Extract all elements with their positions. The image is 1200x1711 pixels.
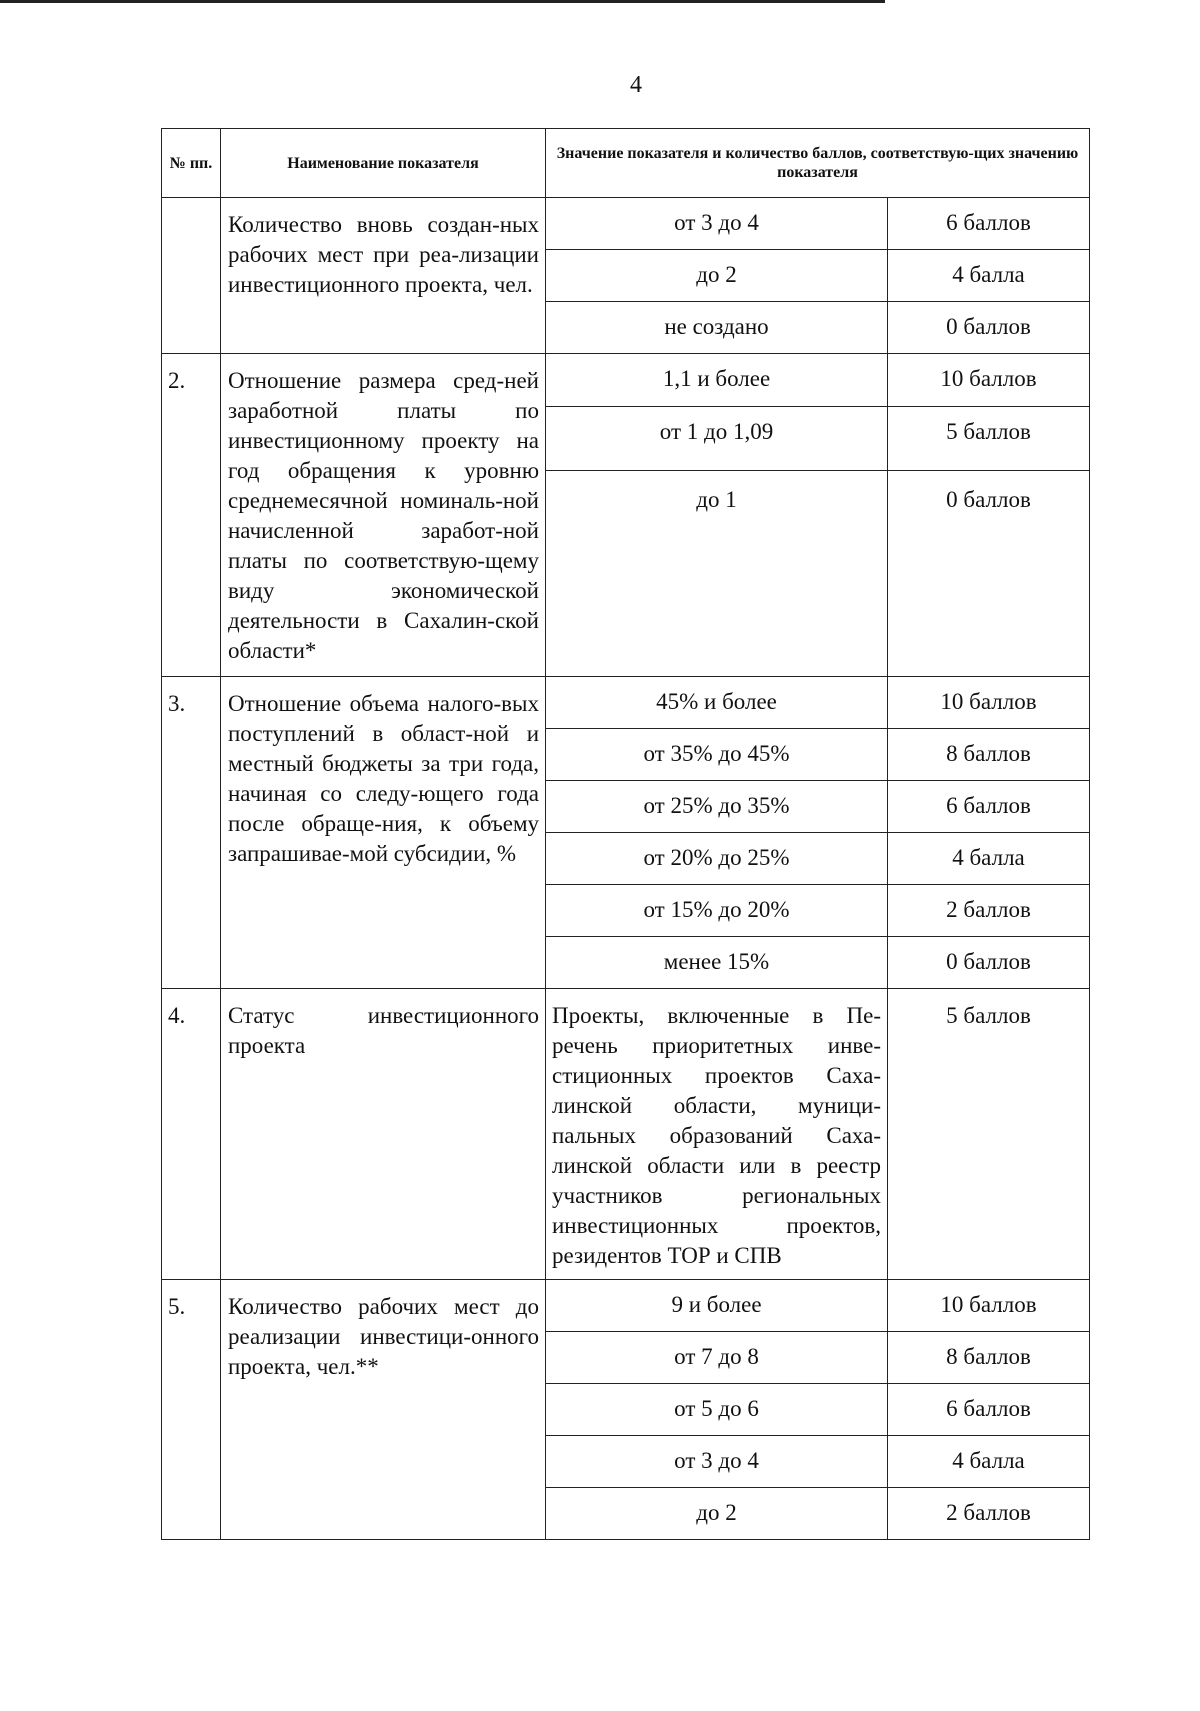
scan-top-edge-line [0, 0, 885, 3]
indicator-value: менее 15% [546, 937, 888, 989]
indicator-name: Количество рабочих мест до реализации инвестици-онного проекта, чел.** [221, 1280, 546, 1540]
row-number [162, 198, 221, 354]
points: 8 баллов [888, 729, 1090, 781]
indicator-value: 9 и более [546, 1280, 888, 1332]
row-number: 5. [162, 1280, 221, 1540]
indicator-value: 1,1 и более [546, 354, 888, 407]
header-indicator-value: Значение показателя и количество баллов, соответствую-щих значению показателя [546, 129, 1090, 198]
row-number: 4. [162, 989, 221, 1280]
table-row [162, 677, 1090, 729]
indicator-name: Отношение объема налого-вых поступлений в област-ной и местный бюджеты за три года, начиная со следу-ющего года после обраще-ния, к объему запрашивае-мой субсидии, % [221, 677, 546, 989]
table-row [162, 989, 1090, 1280]
points: 6 баллов [888, 198, 1090, 250]
table-header-row [162, 129, 1090, 198]
points: 6 баллов [888, 1384, 1090, 1436]
indicator-value: от 35% до 45% [546, 729, 888, 781]
points: 0 баллов [888, 471, 1090, 677]
header-number: № пп. [162, 129, 221, 198]
indicator-value: до 2 [546, 1488, 888, 1540]
points: 5 баллов [888, 407, 1090, 471]
table-row [162, 198, 1090, 250]
row-number: 3. [162, 677, 221, 989]
points: 4 балла [888, 1436, 1090, 1488]
header-indicator-name: Наименование показателя [221, 129, 546, 198]
points: 2 баллов [888, 1488, 1090, 1540]
points: 4 балла [888, 250, 1090, 302]
points: 2 баллов [888, 885, 1090, 937]
points: 4 балла [888, 833, 1090, 885]
table-row [162, 354, 1090, 407]
indicator-value: не создано [546, 302, 888, 354]
points: 0 баллов [888, 302, 1090, 354]
indicator-name: Количество вновь создан-ных рабочих мест при реа-лизации инвестиционного проекта, чел. [221, 198, 546, 354]
indicator-value: 45% и более [546, 677, 888, 729]
points: 10 баллов [888, 354, 1090, 407]
indicator-value: от 20% до 25% [546, 833, 888, 885]
indicator-value: до 2 [546, 250, 888, 302]
indicator-value: Проекты, включенные в Пе-речень приоритетных инве-стиционных проектов Саха-линской области, муници-пальных образований Саха-линской области или в реестр участников региональных инвестиционных проектов, резидентов ТОР и СПВ [546, 989, 888, 1280]
indicator-value: от 5 до 6 [546, 1384, 888, 1436]
indicator-value: до 1 [546, 471, 888, 677]
table-row [162, 1280, 1090, 1332]
indicator-value: от 3 до 4 [546, 1436, 888, 1488]
indicator-value: от 25% до 35% [546, 781, 888, 833]
indicator-value: от 1 до 1,09 [546, 407, 888, 471]
points: 10 баллов [888, 1280, 1090, 1332]
indicator-name: Отношение размера сред-ней заработной платы по инвестиционному проекту на год обращения к уровню среднемесячной номиналь-ной начисленной заработ-ной платы по соответствую-щему виду экономической деятельности в Сахалин-ской области* [221, 354, 546, 677]
indicator-value: от 7 до 8 [546, 1332, 888, 1384]
points: 8 баллов [888, 1332, 1090, 1384]
points: 6 баллов [888, 781, 1090, 833]
indicator-name: Статус инвестиционного проекта [221, 989, 546, 1280]
indicator-value: от 15% до 20% [546, 885, 888, 937]
points: 0 баллов [888, 937, 1090, 989]
page-number: 4 [630, 72, 642, 98]
row-number: 2. [162, 354, 221, 677]
criteria-table [161, 128, 1090, 1540]
points: 5 баллов [888, 989, 1090, 1280]
indicator-value: от 3 до 4 [546, 198, 888, 250]
points: 10 баллов [888, 677, 1090, 729]
